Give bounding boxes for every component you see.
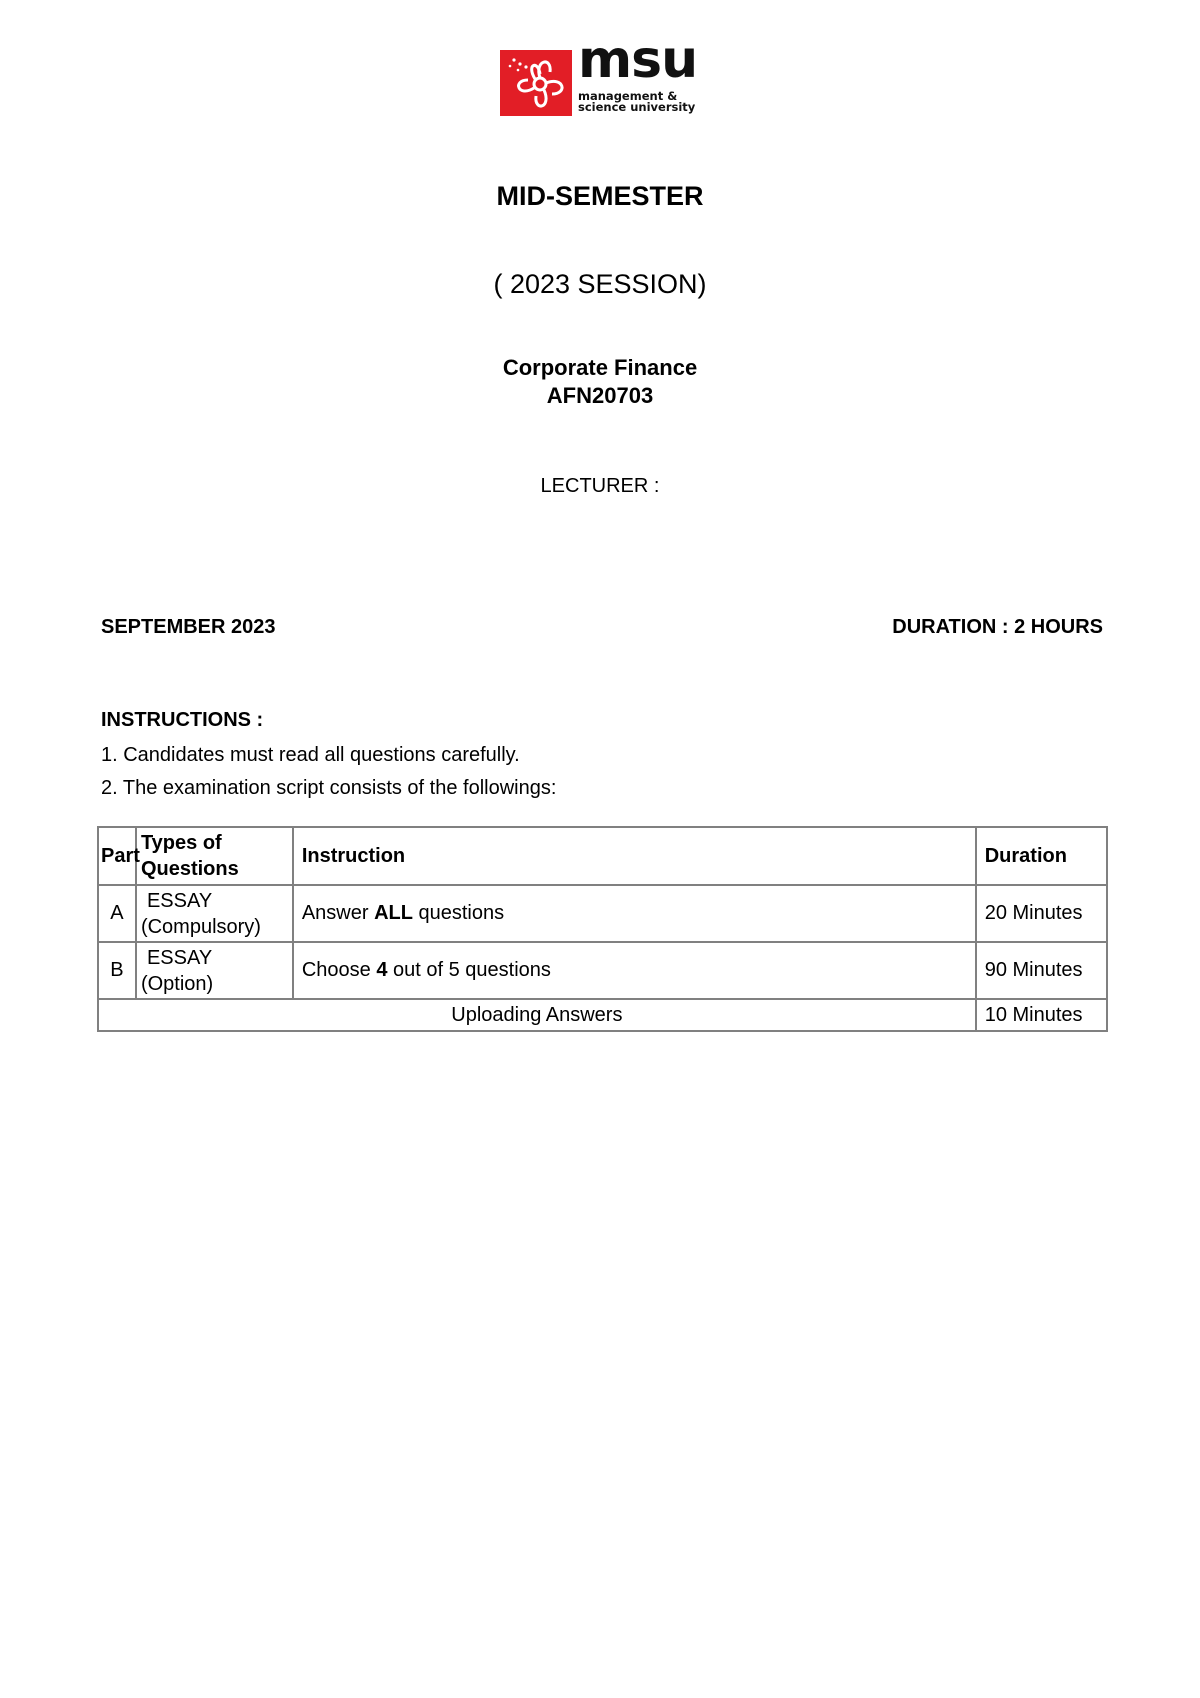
cell-type-line: (Option): [140, 972, 214, 995]
instr-emphasis: 4: [376, 959, 388, 981]
instr-text: questions: [412, 902, 505, 924]
course-code: AFN20703: [546, 383, 654, 408]
cell-type-line: ESSAY: [146, 889, 213, 912]
exam-title: MID-SEMESTER: [496, 181, 704, 211]
table-header-row: [98, 827, 1107, 885]
cell-upload-label: Uploading Answers: [98, 999, 976, 1031]
table-row: [98, 885, 1107, 942]
instr-text: Choose: [301, 959, 377, 981]
logo-tagline: management & science university: [578, 89, 696, 114]
header-instruction: Instruction: [293, 827, 976, 885]
lecturer-label: LECTURER :: [540, 475, 660, 497]
instr-emphasis: ALL: [374, 902, 413, 924]
cell-duration: 90 Minutes: [976, 942, 1107, 999]
cell-type-line: ESSAY: [146, 946, 213, 969]
exam-session: ( 2023 SESSION): [493, 269, 707, 299]
cell-upload-duration: 10 Minutes: [976, 999, 1107, 1031]
course-name: Corporate Finance: [502, 355, 698, 380]
cell-part: A: [98, 885, 136, 942]
header-type: Types of Questions: [136, 827, 293, 885]
cell-type: [136, 885, 293, 942]
exam-duration: DURATION : 2 HOURS: [892, 616, 1103, 638]
cell-type: [136, 942, 293, 999]
header-duration: Duration: [976, 827, 1107, 885]
header-part: Part: [98, 827, 136, 885]
university-logo: [500, 30, 710, 120]
hibiscus-logo-icon: [500, 50, 572, 116]
instruction-item: 1. Candidates must read all questions carefully.: [101, 744, 520, 766]
logo-wordmark: msu: [578, 30, 698, 90]
cell-type-line: (Compulsory): [140, 915, 261, 938]
instructions-heading: INSTRUCTIONS :: [101, 709, 264, 731]
instr-text: out of 5 questions: [387, 959, 551, 981]
cell-instruction: [293, 942, 976, 999]
cell-instruction: [293, 885, 976, 942]
exam-date: SEPTEMBER 2023: [101, 616, 276, 638]
instr-text: Answer: [301, 902, 375, 924]
instruction-item: 2. The examination script consists of the followings:: [101, 777, 557, 799]
cell-part: B: [98, 942, 136, 999]
cell-duration: 20 Minutes: [976, 885, 1107, 942]
exam-structure-table: [97, 826, 1108, 1032]
table-row: [98, 942, 1107, 999]
table-footer-row: [98, 999, 1107, 1031]
